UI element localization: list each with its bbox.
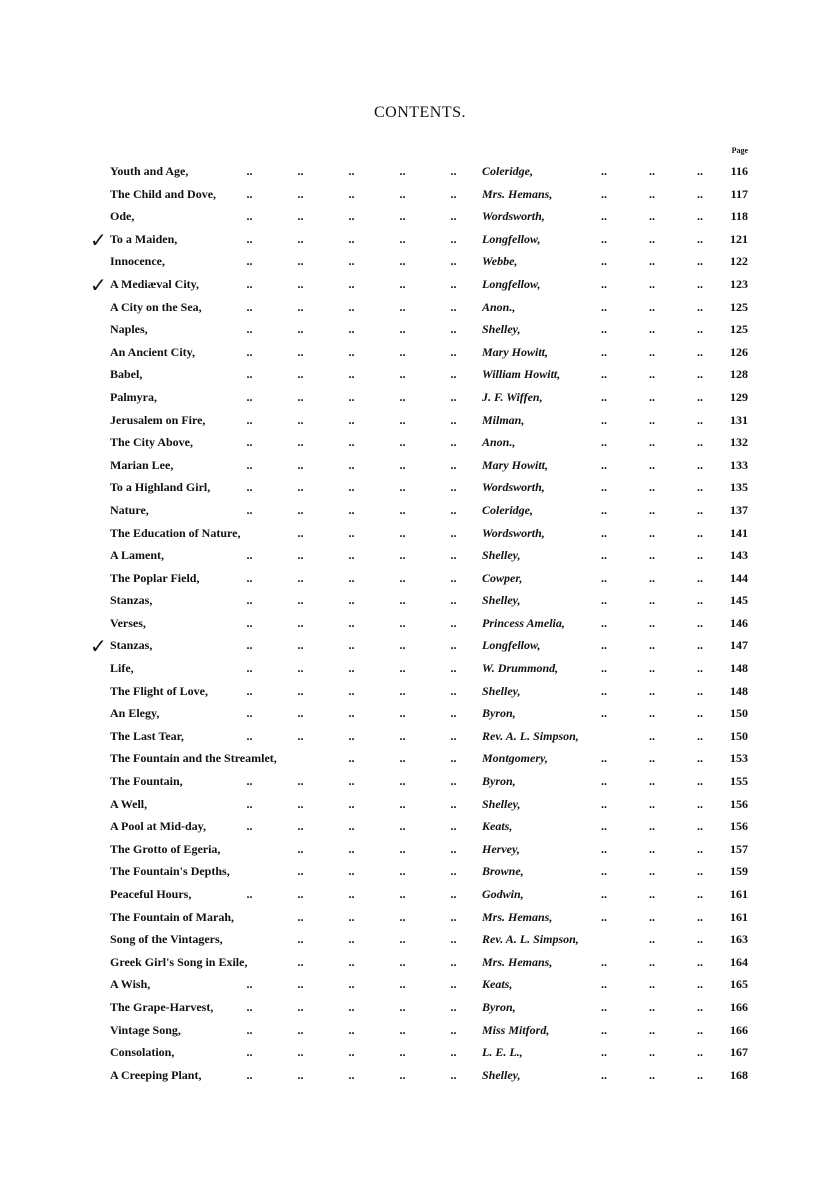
contents-entry: [0, 634, 840, 657]
entry-page-number: 146: [730, 615, 748, 630]
entry-page-number: 153: [730, 751, 748, 766]
title-leader-dots: .. .. .. .. ..: [246, 1022, 457, 1037]
contents-entry: [0, 702, 840, 725]
entry-page-number: 168: [730, 1067, 748, 1082]
entry-author: Mrs. Hemans,: [482, 954, 553, 969]
author-leader-dots: .. .. ..: [601, 164, 703, 178]
title-leader-dots: .. .. .. .. ..: [246, 638, 457, 653]
author-leader-dots: .. ..: [649, 932, 703, 947]
entry-author: Rev. A. L. Simpson,: [482, 932, 579, 947]
author-leader-dots: .. .. ..: [601, 661, 703, 676]
title-leader-dots: .. .. .. .. ..: [246, 389, 457, 404]
entry-author: Byron,: [482, 706, 516, 721]
title-leader-dots: .. .. .. .. ..: [246, 209, 457, 224]
author-leader-dots: .. .. ..: [601, 615, 703, 630]
entry-title: A City on the Sea,: [110, 299, 202, 314]
contents-entry: [0, 747, 840, 770]
author-leader-dots: .. .. ..: [601, 977, 703, 992]
entry-author: W. Drummond,: [482, 661, 559, 676]
contents-entry: [0, 183, 840, 206]
author-leader-dots: .. .. ..: [601, 322, 703, 337]
author-leader-dots: .. .. ..: [601, 502, 703, 517]
contents-entry: [0, 250, 840, 273]
title-leader-dots: .. .. .. .. ..: [246, 186, 457, 201]
author-leader-dots: .. .. ..: [601, 841, 703, 856]
title-leader-dots: .. .. .. .. ..: [246, 502, 457, 517]
entry-title: Life,: [110, 661, 134, 676]
entry-page-number: 144: [730, 570, 748, 585]
contents-entry: [0, 431, 840, 454]
check-mark-icon: ✓: [90, 229, 107, 252]
title-leader-dots: .. .. .. .. ..: [246, 322, 457, 337]
title-leader-dots: .. .. .. .. ..: [246, 480, 457, 495]
author-leader-dots: .. .. ..: [601, 231, 703, 246]
contents-entry: [0, 928, 840, 951]
entry-page-number: 117: [730, 186, 748, 201]
author-leader-dots: .. .. ..: [601, 480, 703, 495]
entry-page-number: 156: [730, 796, 748, 811]
title-leader-dots: .. .. .. .. ..: [246, 276, 457, 291]
entry-page-number: 147: [730, 638, 748, 653]
page-title: CONTENTS.: [373, 104, 467, 121]
contents-entry: [0, 657, 840, 680]
title-leader-dots: .. .. .. .. ..: [246, 457, 457, 472]
author-leader-dots: .. .. ..: [601, 1045, 703, 1060]
entry-title: An Ancient City,: [110, 344, 196, 359]
entry-author: Keats,: [482, 977, 513, 992]
author-leader-dots: .. .. ..: [601, 457, 703, 472]
entry-author: Anon.,: [482, 435, 516, 450]
title-leader-dots: .. .. .. .. ..: [246, 796, 457, 811]
entry-title: The Grotto of Egeria,: [110, 841, 221, 856]
entry-author: Shelley,: [482, 322, 521, 337]
contents-entry: [0, 770, 840, 793]
entry-author: Wordsworth,: [482, 525, 545, 540]
entry-author: William Howitt,: [482, 367, 561, 382]
title-leader-dots: .. .. .. .. ..: [246, 774, 457, 789]
title-leader-dots: .. .. ..: [348, 751, 457, 766]
contents-entry: [0, 838, 840, 861]
entry-author: Browne,: [482, 864, 524, 879]
entry-title: Marian Lee,: [110, 457, 174, 472]
entry-author: Coleridge,: [482, 164, 533, 178]
title-leader-dots: .. .. .. .. ..: [246, 728, 457, 743]
entry-title: A Mediæval City,: [110, 276, 199, 291]
title-leader-dots: .. .. .. .. ..: [246, 683, 457, 698]
author-leader-dots: .. .. ..: [601, 389, 703, 404]
entry-title: A Well,: [110, 796, 148, 811]
entry-page-number: 165: [730, 977, 748, 992]
contents-entry: [0, 815, 840, 838]
entry-title: The Education of Nature,: [110, 525, 241, 540]
entry-author: Longfellow,: [482, 231, 541, 246]
title-leader-dots: .. .. .. .. ..: [246, 593, 457, 608]
contents-entry: [0, 973, 840, 996]
author-leader-dots: .. .. ..: [601, 683, 703, 698]
author-leader-dots: .. .. ..: [601, 751, 703, 766]
author-leader-dots: .. .. ..: [601, 999, 703, 1014]
entry-author: Princess Amelia,: [482, 615, 565, 630]
entry-author: Longfellow,: [482, 276, 541, 291]
author-leader-dots: .. .. ..: [601, 186, 703, 201]
entry-author: Byron,: [482, 774, 516, 789]
contents-entry: [0, 996, 840, 1019]
entry-page-number: 133: [730, 457, 748, 472]
entry-title: The Flight of Love,: [110, 683, 208, 698]
title-leader-dots: .. .. .. ..: [297, 932, 457, 947]
entry-page-number: 161: [730, 909, 748, 924]
contents-entry: [0, 318, 840, 341]
entry-author: Anon.,: [482, 299, 516, 314]
contents-entry: [0, 906, 840, 929]
contents-entry: [0, 273, 840, 296]
contents-entry: [0, 522, 840, 545]
entry-title: Innocence,: [110, 254, 165, 269]
title-leader-dots: .. .. .. .. ..: [246, 344, 457, 359]
entry-title: The Grape-Harvest,: [110, 999, 214, 1014]
entry-page-number: 123: [730, 276, 748, 291]
contents-entry: [0, 341, 840, 364]
check-mark-icon: ✓: [90, 274, 107, 297]
entry-author: L. E. L.,: [482, 1045, 523, 1060]
entry-author: Mrs. Hemans,: [482, 186, 553, 201]
author-leader-dots: .. .. ..: [601, 548, 703, 563]
author-leader-dots: .. .. ..: [601, 412, 703, 427]
entry-title: The Fountain and the Streamlet,: [110, 751, 277, 766]
title-leader-dots: .. .. .. .. ..: [246, 1067, 457, 1082]
entry-author: Miss Mitford,: [482, 1022, 550, 1037]
author-leader-dots: .. .. ..: [601, 819, 703, 834]
contents-entry: [0, 793, 840, 816]
entry-author: Coleridge,: [482, 502, 533, 517]
entry-author: Longfellow,: [482, 638, 541, 653]
entry-author: Wordsworth,: [482, 480, 545, 495]
contents-list: [0, 160, 840, 1086]
check-mark-icon: ✓: [90, 636, 107, 659]
contents-entry: [0, 567, 840, 590]
entry-author: Mary Howitt,: [482, 457, 549, 472]
entry-title: Song of the Vintagers,: [110, 932, 223, 947]
entry-title: Nature,: [110, 502, 149, 517]
entry-title: A Pool at Mid-day,: [110, 819, 207, 834]
entry-page-number: 148: [730, 661, 748, 676]
contents-entry: [0, 160, 840, 183]
author-leader-dots: .. .. ..: [601, 593, 703, 608]
author-leader-dots: .. .. ..: [601, 864, 703, 879]
entry-page-number: 159: [730, 864, 748, 879]
author-leader-dots: .. .. ..: [601, 638, 703, 653]
author-leader-dots: .. .. ..: [601, 887, 703, 901]
entry-title: The Last Tear,: [110, 728, 184, 743]
entry-author: Shelley,: [482, 548, 521, 563]
entry-page-number: 143: [730, 548, 748, 563]
entry-author: Byron,: [482, 999, 516, 1014]
title-leader-dots: .. .. .. .. ..: [246, 299, 457, 314]
entry-page-number: 166: [730, 1022, 748, 1037]
entry-page-number: 135: [730, 480, 748, 495]
entry-title: A Wish,: [110, 977, 151, 992]
entry-author: Mrs. Hemans,: [482, 909, 553, 924]
entry-page-number: 145: [730, 593, 748, 608]
entry-page-number: 132: [730, 435, 748, 450]
entry-page-number: 121: [730, 231, 748, 246]
contents-entry: [0, 386, 840, 409]
entry-page-number: 118: [730, 209, 748, 224]
entry-author: Hervey,: [482, 841, 520, 856]
title-leader-dots: .. .. .. .. ..: [246, 231, 457, 246]
title-leader-dots: .. .. .. .. ..: [246, 435, 457, 450]
entry-title: The Poplar Field,: [110, 570, 200, 585]
title-leader-dots: .. .. .. .. ..: [246, 164, 457, 178]
title-leader-dots: .. .. .. ..: [297, 864, 457, 879]
entry-title: The Fountain's Depths,: [110, 864, 230, 879]
entry-author: Godwin,: [482, 887, 524, 901]
author-leader-dots: .. .. ..: [601, 209, 703, 224]
title-leader-dots: .. .. .. .. ..: [246, 977, 457, 992]
author-leader-dots: .. .. ..: [601, 909, 703, 924]
entry-page-number: 137: [730, 502, 748, 517]
entry-title: Babel,: [110, 367, 143, 382]
contents-entry: [0, 544, 840, 567]
entry-author: Keats,: [482, 819, 513, 834]
title-leader-dots: .. .. .. .. ..: [246, 570, 457, 585]
entry-page-number: 156: [730, 819, 748, 834]
title-leader-dots: .. .. .. .. ..: [246, 615, 457, 630]
entry-title: Naples,: [110, 322, 148, 337]
entry-title: Youth and Age,: [110, 164, 189, 178]
entry-author: Shelley,: [482, 593, 521, 608]
title-leader-dots: .. .. .. .. ..: [246, 706, 457, 721]
entry-page-number: 141: [730, 525, 748, 540]
entry-page-number: 164: [730, 954, 748, 969]
entry-page-number: 126: [730, 344, 748, 359]
contents-entry: [0, 409, 840, 432]
title-leader-dots: .. .. .. .. ..: [246, 1045, 457, 1060]
entry-title: The Fountain,: [110, 774, 183, 789]
entry-page-number: 150: [730, 706, 748, 721]
title-leader-dots: .. .. .. .. ..: [246, 887, 457, 901]
author-leader-dots: .. .. ..: [601, 796, 703, 811]
author-leader-dots: .. ..: [649, 728, 703, 743]
entry-author: Cowper,: [482, 570, 523, 585]
entry-page-number: 155: [730, 774, 748, 789]
contents-entry: [0, 951, 840, 974]
entry-author: Wordsworth,: [482, 209, 545, 224]
entry-title: A Lament,: [110, 548, 164, 563]
entry-page-number: 116: [730, 164, 748, 178]
entry-title: To a Maiden,: [110, 231, 178, 246]
contents-entry: [0, 589, 840, 612]
author-leader-dots: .. .. ..: [601, 276, 703, 291]
author-leader-dots: .. .. ..: [601, 570, 703, 585]
entry-title: Palmyra,: [110, 389, 157, 404]
entry-title: The Child and Dove,: [110, 186, 217, 201]
author-leader-dots: .. .. ..: [601, 706, 703, 721]
entry-author: Milman,: [482, 412, 525, 427]
author-leader-dots: .. .. ..: [601, 525, 703, 540]
author-leader-dots: .. .. ..: [601, 344, 703, 359]
entry-page-number: 161: [730, 887, 748, 901]
contents-entry: [0, 476, 840, 499]
entry-author: Montgomery,: [482, 751, 548, 766]
contents-entry: [0, 1041, 840, 1064]
title-leader-dots: .. .. .. .. ..: [246, 548, 457, 563]
author-leader-dots: .. .. ..: [601, 435, 703, 450]
entry-title: Peaceful Hours,: [110, 887, 192, 901]
entry-author: Shelley,: [482, 683, 521, 698]
entry-title: Greek Girl's Song in Exile,: [110, 954, 248, 969]
entry-title: Stanzas,: [110, 593, 153, 608]
contents-entry: [0, 499, 840, 522]
author-leader-dots: .. .. ..: [601, 254, 703, 269]
contents-entry: [0, 205, 840, 228]
title-leader-dots: .. .. .. .. ..: [246, 819, 457, 834]
entry-page-number: 131: [730, 412, 748, 427]
entry-page-number: 157: [730, 841, 748, 856]
entry-page-number: 163: [730, 932, 748, 947]
entry-title: An Elegy,: [110, 706, 160, 721]
entry-page-number: 148: [730, 683, 748, 698]
title-leader-dots: .. .. .. ..: [297, 841, 457, 856]
entry-author: Mary Howitt,: [482, 344, 549, 359]
title-leader-dots: .. .. .. .. ..: [246, 661, 457, 676]
contents-entry: [0, 1064, 840, 1087]
author-leader-dots: .. .. ..: [601, 774, 703, 789]
entry-title: Jerusalem on Fire,: [110, 412, 206, 427]
title-leader-dots: .. .. .. .. ..: [246, 412, 457, 427]
entry-title: The Fountain of Marah,: [110, 909, 235, 924]
author-leader-dots: .. .. ..: [601, 299, 703, 314]
title-leader-dots: .. .. .. ..: [297, 909, 457, 924]
page-column-header: Page: [731, 146, 748, 155]
entry-page-number: 150: [730, 728, 748, 743]
entry-author: Shelley,: [482, 796, 521, 811]
contents-entry: [0, 612, 840, 635]
title-leader-dots: .. .. .. .. ..: [246, 999, 457, 1014]
contents-entry: [0, 883, 840, 906]
entry-title: The City Above,: [110, 435, 194, 450]
author-leader-dots: .. .. ..: [601, 954, 703, 969]
title-leader-dots: .. .. .. ..: [297, 525, 457, 540]
entry-title: Verses,: [110, 615, 146, 630]
contents-entry: [0, 454, 840, 477]
entry-page-number: 167: [730, 1045, 748, 1060]
entry-page-number: 125: [730, 299, 748, 314]
entry-page-number: 122: [730, 254, 748, 269]
entry-page-number: 125: [730, 322, 748, 337]
contents-entry: [0, 363, 840, 386]
entry-title: Consolation,: [110, 1045, 175, 1060]
contents-entry: [0, 725, 840, 748]
contents-entry: [0, 1019, 840, 1042]
entry-author: Shelley,: [482, 1067, 521, 1082]
entry-page-number: 166: [730, 999, 748, 1014]
entry-title: To a Highland Girl,: [110, 480, 211, 495]
entry-author: J. F. Wiffen,: [482, 389, 543, 404]
entry-title: A Creeping Plant,: [110, 1067, 202, 1082]
entry-title: Vintage Song,: [110, 1022, 181, 1037]
contents-entry: [0, 860, 840, 883]
contents-entry: [0, 296, 840, 319]
entry-page-number: 129: [730, 389, 748, 404]
author-leader-dots: .. .. ..: [601, 367, 703, 382]
entry-page-number: 128: [730, 367, 748, 382]
title-leader-dots: .. .. .. ..: [297, 954, 457, 969]
entry-title: Ode,: [110, 209, 135, 224]
title-leader-dots: .. .. .. .. ..: [246, 367, 457, 382]
entry-author: Webbe,: [482, 254, 518, 269]
entry-author: Rev. A. L. Simpson,: [482, 728, 579, 743]
entry-title: Stanzas,: [110, 638, 153, 653]
contents-entry: [0, 228, 840, 251]
title-leader-dots: .. .. .. .. ..: [246, 254, 457, 269]
contents-entry: [0, 680, 840, 703]
author-leader-dots: .. .. ..: [601, 1022, 703, 1037]
author-leader-dots: .. .. ..: [601, 1067, 703, 1082]
